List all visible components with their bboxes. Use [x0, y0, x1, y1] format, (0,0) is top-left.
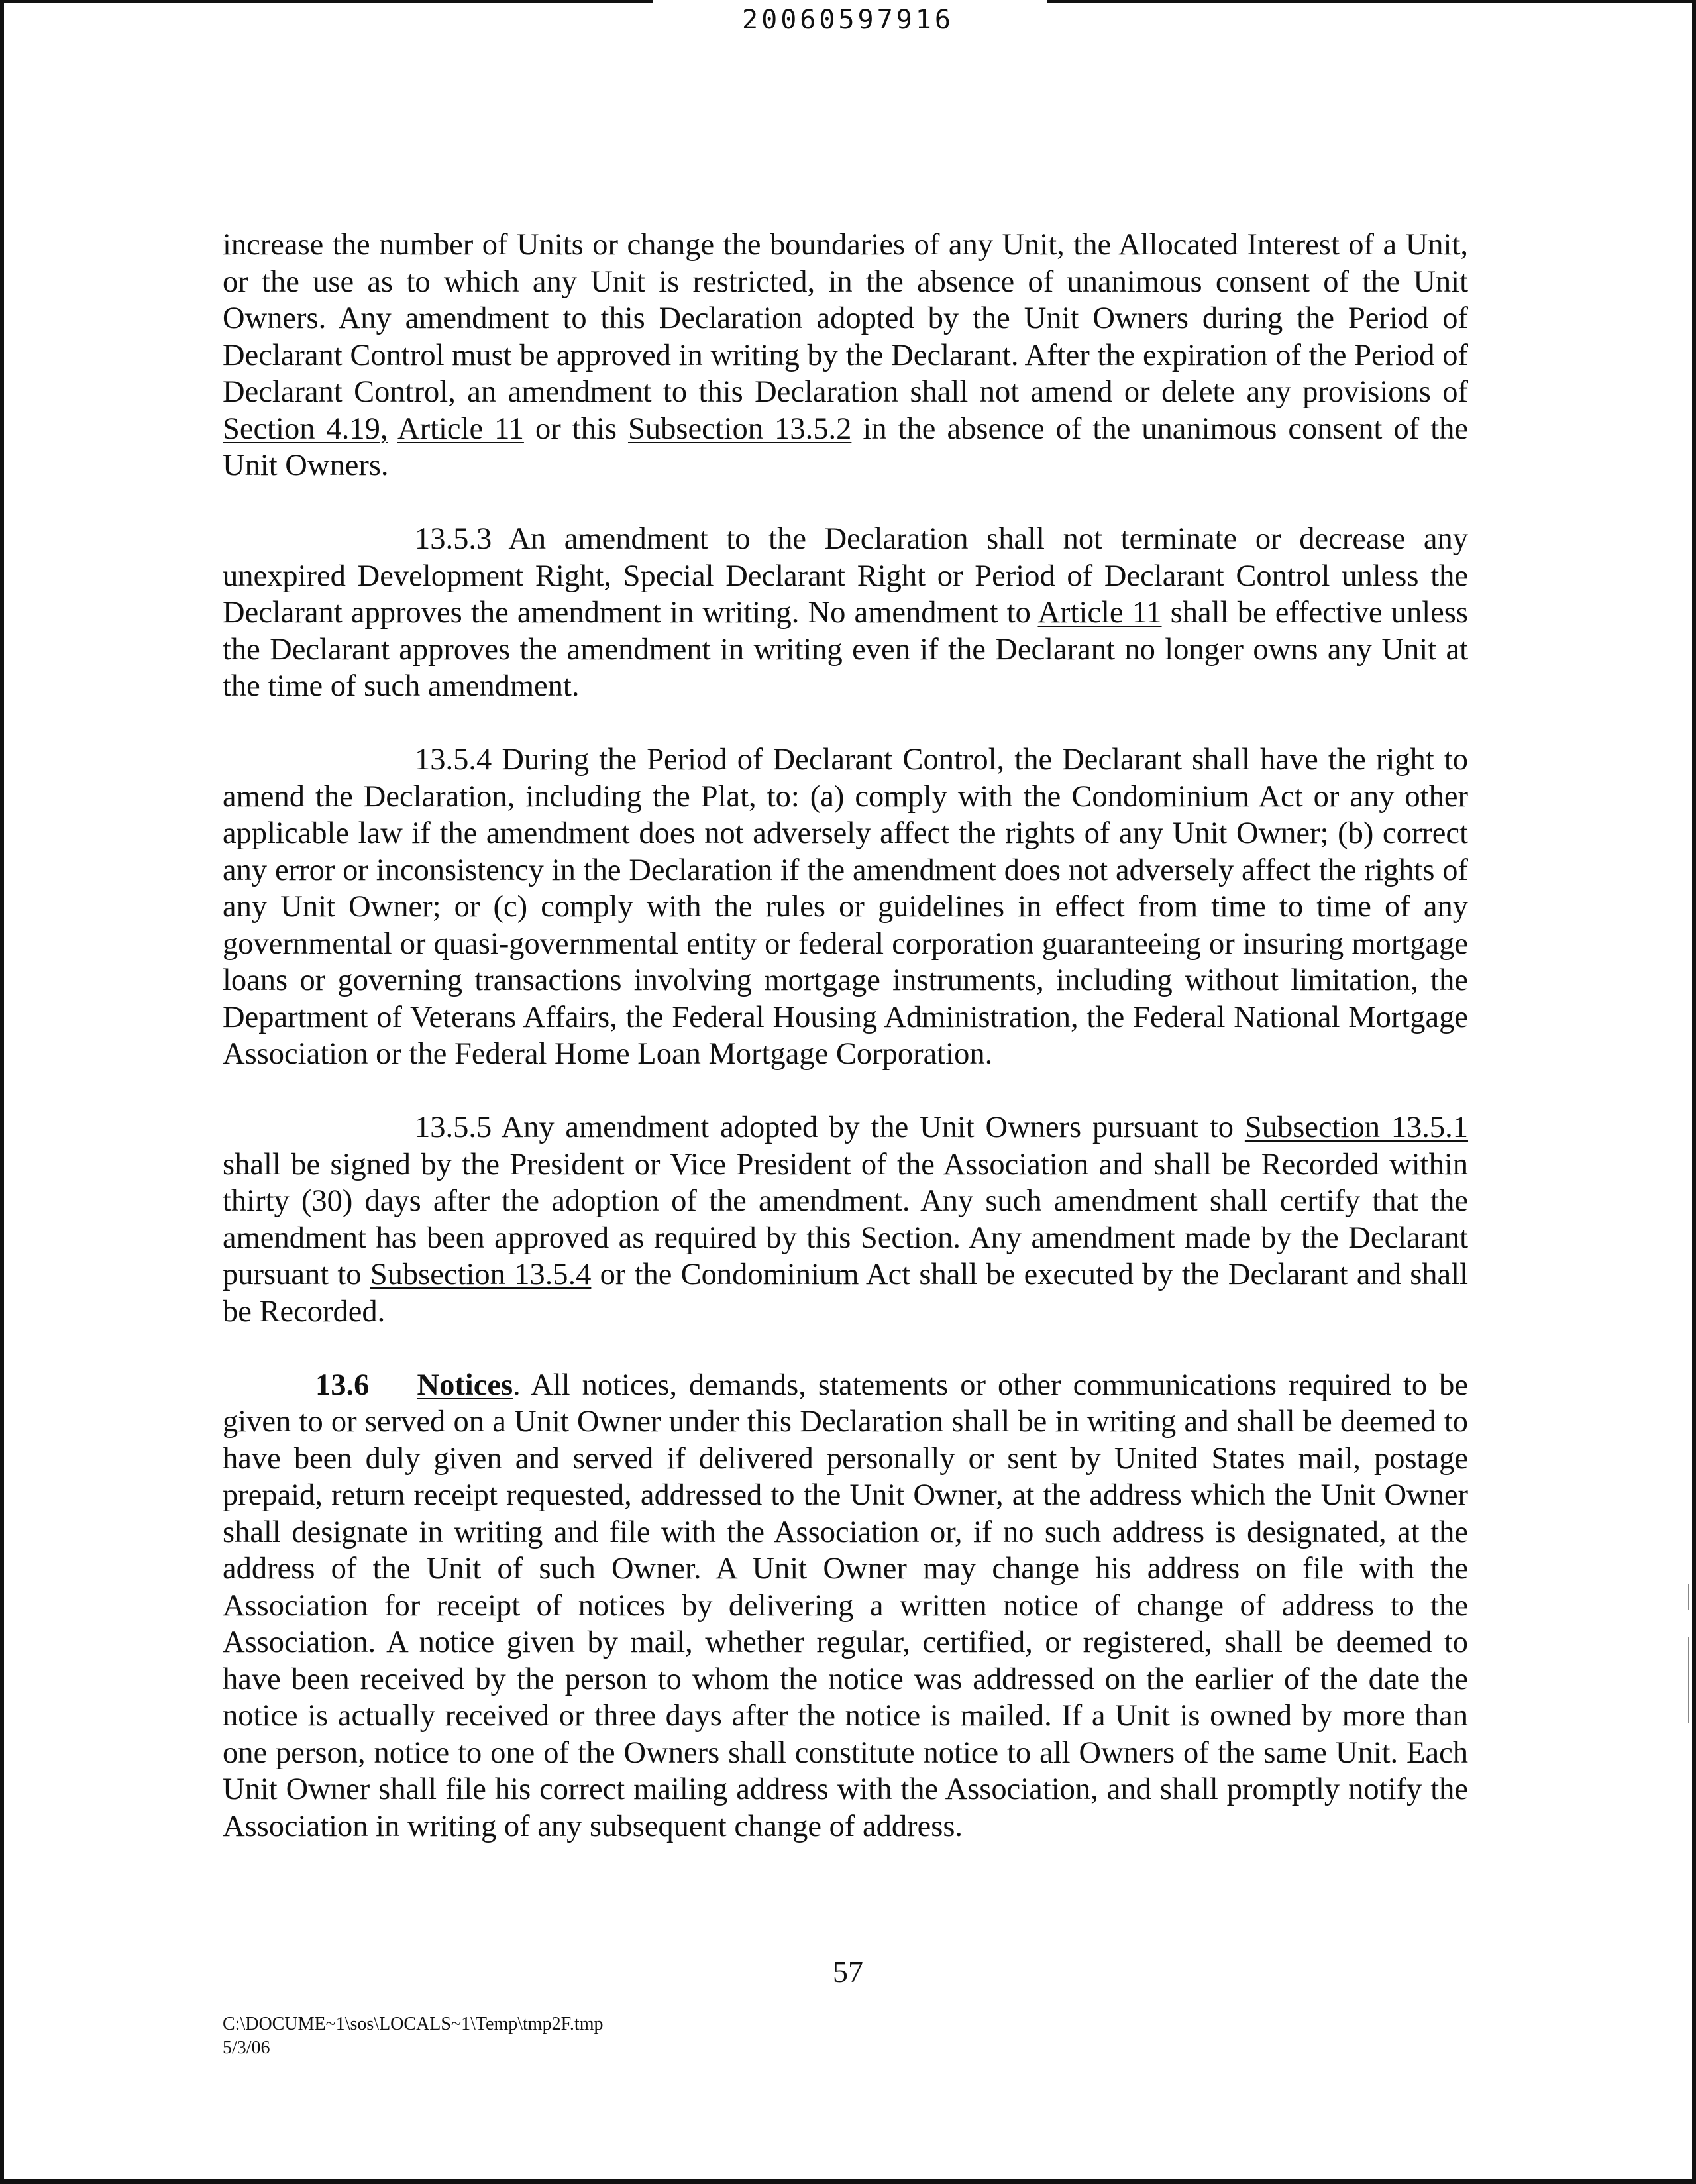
ref-subsection-13-5-1: Subsection 13.5.1	[1244, 1111, 1469, 1144]
document-body	[223, 227, 1468, 1882]
ref-article-11: Article 11	[1037, 596, 1162, 629]
paragraph-amendment-continuation: increase the number of Units or change the boundaries of any Unit, the Allocated Interest of a Unit, or the use as to which any Unit is restricted, in the absence of unanimous consent of the Unit Owners. Any amendment to this Declaration adopted by the Unit Owners during the Period of Declarant Control must be approved in writing by the Declarant. After the expiration of the Period of Declarant Control, an amendment to this Declaration shall not amend or delete any provisions of Section 4.19, Article 11 or this Subsection 13.5.2 in the absence of the unanimous consent of the Unit Owners.	[223, 228, 1469, 482]
section-title: Notices	[417, 1368, 513, 1402]
section-13-6-notices: 13.6 Notices. All notices, demands, statements or other communications required to be given to or served on a Unit Owner under this Declaration shall be in writing and shall be deemed to have been duly given and served if delivered personally or sent by United States mail, postage prepaid, return receipt requested, addressed to the Unit Owner, at the address which the Unit Owner shall designate in writing and file with the Association or, if no such address is designated, at the address of the Unit of such Owner. A Unit Owner may change his address on file with the Association for receipt of notices by delivering a written notice of change of address to the Association. A notice given by mail, whether regular, certified, or registered, shall be deemed to have been received by the person to whom the notice was addressed on the earlier of the date the notice is actually received or three days after the notice is mailed. If a Unit is owned by more than one person, notice to one of the Owners shall constitute notice to all Owners of the same Unit. Each Unit Owner shall file his correct mailing address with the Association, and shall promptly notify the Association in writing of any subsequent change of address.	[223, 1368, 1468, 1843]
section-number: 13.6	[315, 1368, 370, 1402]
paragraph-13-5-4: 13.5.4 During the Period of Declarant Control, the Declarant shall have the right to amend the Declaration, including the Plat, to: (a) comply with the Condominium Act or any other applicable law if the amendment does not adversely affect the rights of any Unit Owner; (b) correct any error or inconsistency in the Declaration if the amendment does not adversely affect the rights of any Unit Owner; or (c) comply with the rules or guidelines in effect from time to time of any governmental or quasi-governmental entity or federal corporation guaranteeing or insuring mortgage loans or governing transactions involving mortgage instruments, including without limitation, the Department of Veterans Affairs, the Federal Housing Administration, the Federal National Mortgage Association or the Federal Home Loan Mortgage Corporation.	[223, 743, 1468, 1071]
scan-artifact	[1688, 1584, 1689, 1610]
footer-file-path: C:\DOCUME~1\sos\LOCALS~1\Temp\tmp2F.tmp	[223, 2014, 604, 2034]
scan-edge-left	[0, 0, 4, 2184]
page-number: 57	[833, 1955, 863, 1989]
scan-edge-bottom	[0, 2179, 1696, 2184]
scan-edge-right	[1692, 0, 1696, 2184]
scan-artifact	[1688, 1637, 1689, 1723]
paragraph-13-5-5: 13.5.5 Any amendment adopted by the Unit Owners pursuant to Subsection 13.5.1 shall be signed by the President or Vice President of the Association and shall be Recorded within thirty (30) days after the adoption of the amendment. Any such amendment shall certify that the amendment has been approved as required by this Section. Any amendment made by the Declarant pursuant to Subsection 13.5.4 or the Condominium Act shall be executed by the Declarant and shall be Recorded.	[223, 1111, 1469, 1329]
ref-article-11: Article 11	[398, 411, 524, 446]
footer	[223, 2012, 603, 2060]
ref-section-4-19: Section 4.19,	[223, 411, 388, 446]
footer-date: 5/3/06	[223, 2038, 270, 2058]
paragraph-13-5-3: 13.5.3 An amendment to the Declaration shall not terminate or decrease any unexpired Development Right, Special Declarant Right or Period of Declarant Control unless the Declarant approves the amendment in writing. No amendment to Article 11 shall be effective unless the Declarant approves the amendment in writing even if the Declarant no longer owns any Unit at the time of such amendment.	[223, 522, 1468, 703]
ref-subsection-13-5-4: Subsection 13.5.4	[370, 1258, 592, 1291]
document-number: 20060597916	[742, 5, 954, 35]
ref-subsection-13-5-2: Subsection 13.5.2	[627, 411, 852, 446]
